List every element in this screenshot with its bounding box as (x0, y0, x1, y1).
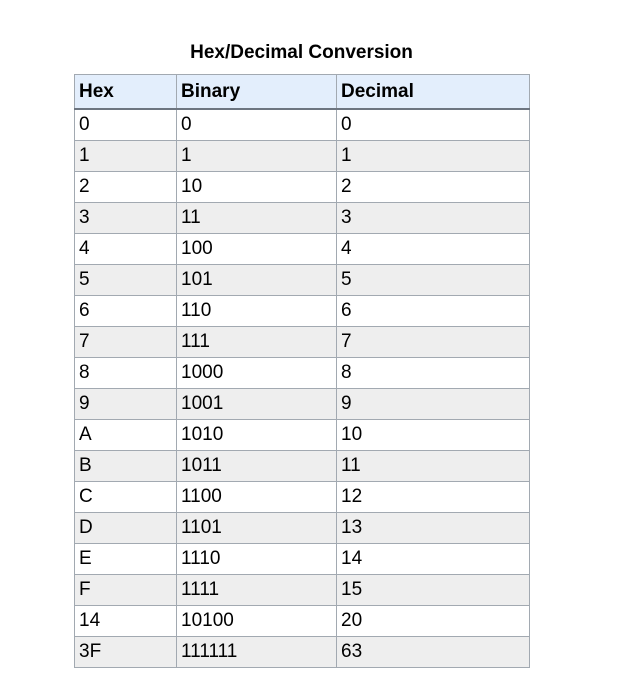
binary-cell: 111 (177, 327, 337, 358)
binary-cell: 1000 (177, 358, 337, 389)
binary-cell: 1101 (177, 513, 337, 544)
binary-cell: 101 (177, 265, 337, 296)
decimal-cell: 63 (337, 637, 530, 668)
binary-cell: 10 (177, 172, 337, 203)
table-row (75, 141, 530, 172)
decimal-cell: 9 (337, 389, 530, 420)
binary-cell: 110 (177, 296, 337, 327)
hex-cell: 9 (75, 389, 177, 420)
decimal-cell: 7 (337, 327, 530, 358)
table-row (75, 109, 530, 141)
table-row (75, 544, 530, 575)
hex-cell: E (75, 544, 177, 575)
table-row (75, 265, 530, 296)
binary-cell: 1 (177, 141, 337, 172)
hex-cell: 4 (75, 234, 177, 265)
decimal-cell: 4 (337, 234, 530, 265)
hex-cell: 0 (75, 109, 177, 141)
table-row (75, 420, 530, 451)
table-row (75, 234, 530, 265)
table-row (75, 203, 530, 234)
binary-cell: 111111 (177, 637, 337, 668)
hex-cell: 8 (75, 358, 177, 389)
binary-cell: 100 (177, 234, 337, 265)
hex-cell: D (75, 513, 177, 544)
hex-cell: 5 (75, 265, 177, 296)
hex-cell: B (75, 451, 177, 482)
binary-cell: 11 (177, 203, 337, 234)
table-caption: Hex/Decimal Conversion (190, 42, 413, 63)
table-row (75, 172, 530, 203)
binary-cell: 1010 (177, 420, 337, 451)
decimal-cell: 3 (337, 203, 530, 234)
table-row (75, 606, 530, 637)
binary-cell: 1001 (177, 389, 337, 420)
hex-cell: 14 (75, 606, 177, 637)
table-row (75, 358, 530, 389)
decimal-cell: 20 (337, 606, 530, 637)
table-row (75, 327, 530, 358)
table-row (75, 637, 530, 668)
binary-cell: 10100 (177, 606, 337, 637)
decimal-cell: 1 (337, 141, 530, 172)
hex-cell: A (75, 420, 177, 451)
decimal-cell: 13 (337, 513, 530, 544)
hex-cell: 2 (75, 172, 177, 203)
hex-cell: F (75, 575, 177, 606)
column-header-hex: Hex (75, 75, 177, 110)
binary-cell: 1111 (177, 575, 337, 606)
decimal-cell: 0 (337, 109, 530, 141)
table-row (75, 451, 530, 482)
binary-cell: 1011 (177, 451, 337, 482)
decimal-cell: 15 (337, 575, 530, 606)
table-row (75, 296, 530, 327)
decimal-cell: 10 (337, 420, 530, 451)
decimal-cell: 2 (337, 172, 530, 203)
hex-cell: 6 (75, 296, 177, 327)
decimal-cell: 6 (337, 296, 530, 327)
table-row (75, 575, 530, 606)
table-row (75, 513, 530, 544)
decimal-cell: 11 (337, 451, 530, 482)
hex-cell: 7 (75, 327, 177, 358)
binary-cell: 0 (177, 109, 337, 141)
column-header-binary: Binary (177, 75, 337, 110)
binary-cell: 1100 (177, 482, 337, 513)
table-row (75, 482, 530, 513)
column-header-decimal: Decimal (337, 75, 530, 110)
binary-cell: 1110 (177, 544, 337, 575)
decimal-cell: 12 (337, 482, 530, 513)
hex-cell: C (75, 482, 177, 513)
hex-cell: 3F (75, 637, 177, 668)
decimal-cell: 14 (337, 544, 530, 575)
hex-cell: 3 (75, 203, 177, 234)
hex-decimal-table (74, 74, 530, 668)
table-row (75, 389, 530, 420)
decimal-cell: 5 (337, 265, 530, 296)
hex-cell: 1 (75, 141, 177, 172)
header-row (75, 75, 530, 110)
decimal-cell: 8 (337, 358, 530, 389)
